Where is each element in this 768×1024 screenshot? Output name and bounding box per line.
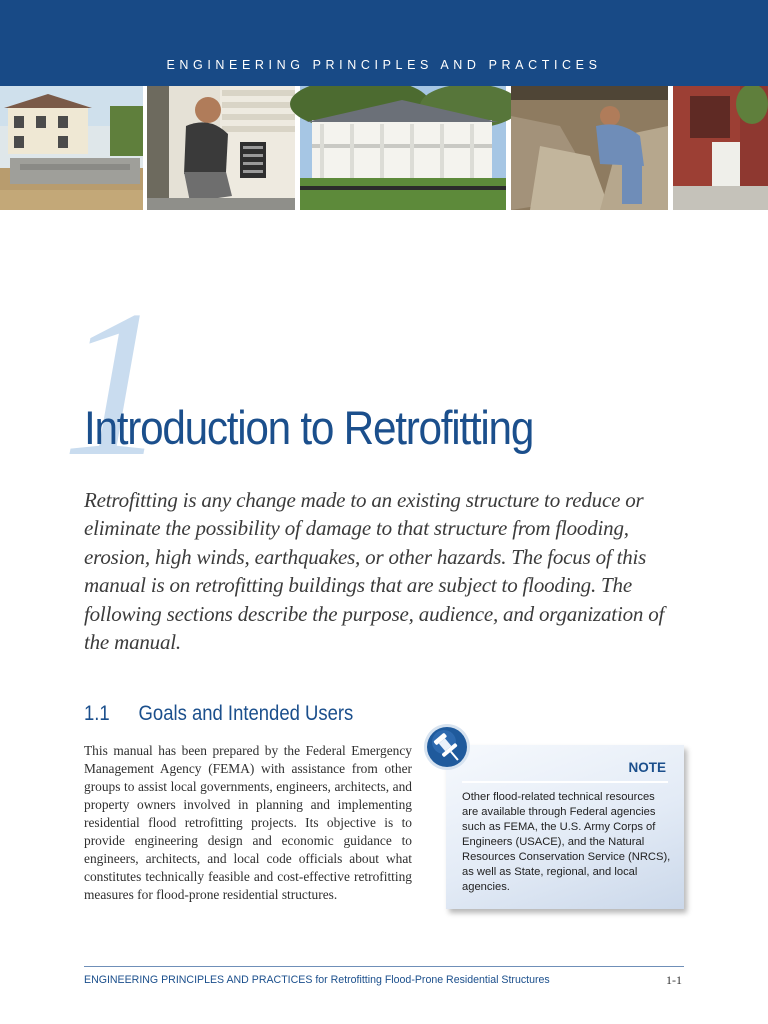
- header-title: ENGINEERING PRINCIPLES AND PRACTICES: [166, 58, 602, 72]
- pushpin-icon: [423, 723, 471, 771]
- note-label: NOTE: [628, 760, 666, 775]
- chapter-number: 1: [62, 268, 167, 500]
- header-band: [0, 0, 768, 86]
- footer-divider: [84, 966, 684, 967]
- photo-strip: [0, 86, 768, 210]
- section-number: 1.1: [84, 702, 110, 725]
- photo-flood-vent-install: [147, 86, 295, 210]
- section-body: This manual has been prepared by the Federal Emergency Management Agency (FEMA) with assistance from other groups to assist local governments, engineers, architects, and property owners involved in planning and implementing residential flood retrofitting projects. Its objective is to provide engineering design and economic guidance to engineers, architects, and local code officials about what constitutes technically feasible and cost-effective retrofitting measures for flood-prone residential structures.: [84, 743, 412, 902]
- photo-elevated-house: [290, 86, 520, 210]
- section-heading: [84, 702, 353, 726]
- photo-crawlspace-debris: [511, 86, 668, 210]
- section-title: Goals and Intended Users: [138, 702, 354, 725]
- photo-brick-building: [673, 86, 768, 210]
- photo-house-on-foundation: [0, 86, 143, 210]
- note-text: Other flood-related technical resources are available through Federal agencies such as FEMA, the U.S. Army Corps of Engineers (USACE), and the Natural Resources Conservation Service (NRCS), as well as State, regional, and local agencies.: [462, 791, 671, 893]
- chapter-title: Introduction to Retrofitting: [84, 401, 534, 454]
- note-divider: [462, 781, 668, 783]
- page-number: 1-1: [666, 973, 682, 987]
- chapter-intro: Retrofitting is any change made to an existing structure to reduce or eliminate the possibility of damage to that structure from flooding, erosion, high winds, earthquakes, or other hazards. The focus of this manual is on retrofitting buildings that are subject to flooding. The following sections describe the purpose, audience, and organization of the manual.: [84, 488, 665, 655]
- note-box: [446, 745, 684, 909]
- footer-running-title: ENGINEERING PRINCIPLES AND PRACTICES for Retrofitting Flood-Prone Residential Structures: [84, 974, 550, 986]
